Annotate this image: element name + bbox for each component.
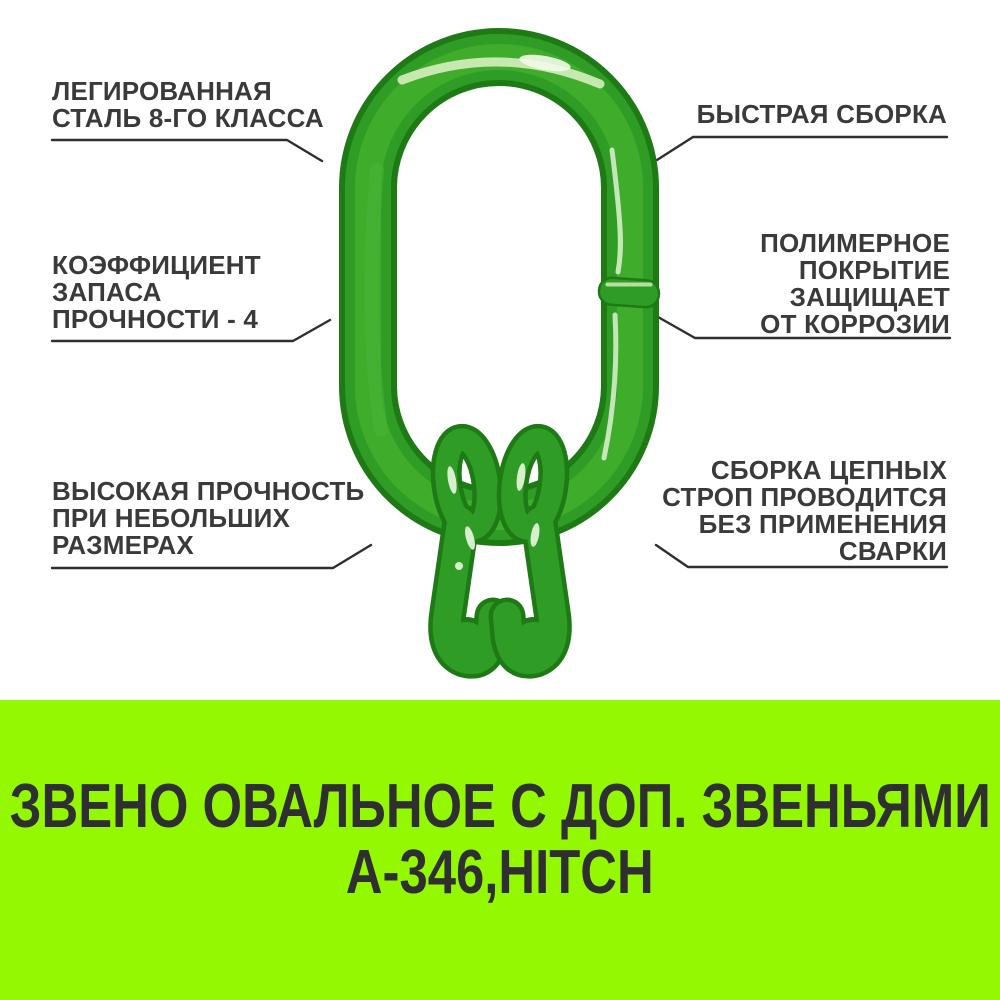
- sub-link-right: [506, 437, 562, 673]
- callout-high-strength: [52, 478, 364, 559]
- callout-line: КОЭФФИЦИЕНТ: [52, 250, 261, 280]
- weld-collar: [598, 277, 660, 308]
- callout-alloy-steel: [52, 78, 324, 132]
- callout-line: ЛЕГИРОВАННАЯ: [52, 76, 272, 106]
- product-title-banner: [0, 700, 1000, 1000]
- leader-line-alloy-steel: [52, 140, 322, 161]
- callout-line: ОТ КОРРОЗИИ: [760, 309, 950, 339]
- callout-line: СТРОП ПРОВОДИТСЯ: [662, 482, 947, 512]
- callout-line: ЗАПАСА: [52, 277, 162, 307]
- callout-line: СТАЛЬ 8-ГО КЛАССА: [52, 103, 324, 133]
- callout-line: СБОРКА ЦЕПНЫХ: [710, 455, 947, 485]
- callout-line: ВЫСОКАЯ ПРОЧНОСТЬ: [52, 476, 365, 506]
- callout-quick-assembly: [697, 101, 947, 128]
- callout-line: ПОЛИМЕРНОЕ: [760, 228, 950, 258]
- callout-line: БЕЗ ПРИМЕНЕНИЯ: [698, 509, 947, 539]
- callout-safety-factor: [52, 252, 261, 333]
- callout-line: РАЗМЕРАХ: [52, 530, 194, 560]
- leader-line-quick-assembly: [657, 137, 947, 160]
- callout-line: ПРИ НЕБОЛЬШИХ: [52, 503, 291, 533]
- callout-line: ЗАЩИЩАЕТ: [789, 282, 950, 312]
- callout-line: СВАРКИ: [838, 536, 947, 566]
- callout-line: ПРОЧНОСТИ - 4: [52, 304, 259, 334]
- callout-line: БЫСТРАЯ СБОРКА: [696, 99, 947, 129]
- callout-line: ПОКРЫТИЕ: [798, 255, 950, 285]
- callout-weld-free-assembly: [662, 457, 947, 565]
- product-title-line1: ЗВЕНО ОВАЛЬНОЕ С ДОП. ЗВЕНЬЯМИ: [9, 772, 991, 841]
- product-title-line2: А-346,HITCH: [346, 838, 654, 907]
- callout-polymer-coating: [760, 230, 950, 338]
- master-link-ring: [368, 52, 630, 517]
- sub-link-left: [438, 437, 494, 673]
